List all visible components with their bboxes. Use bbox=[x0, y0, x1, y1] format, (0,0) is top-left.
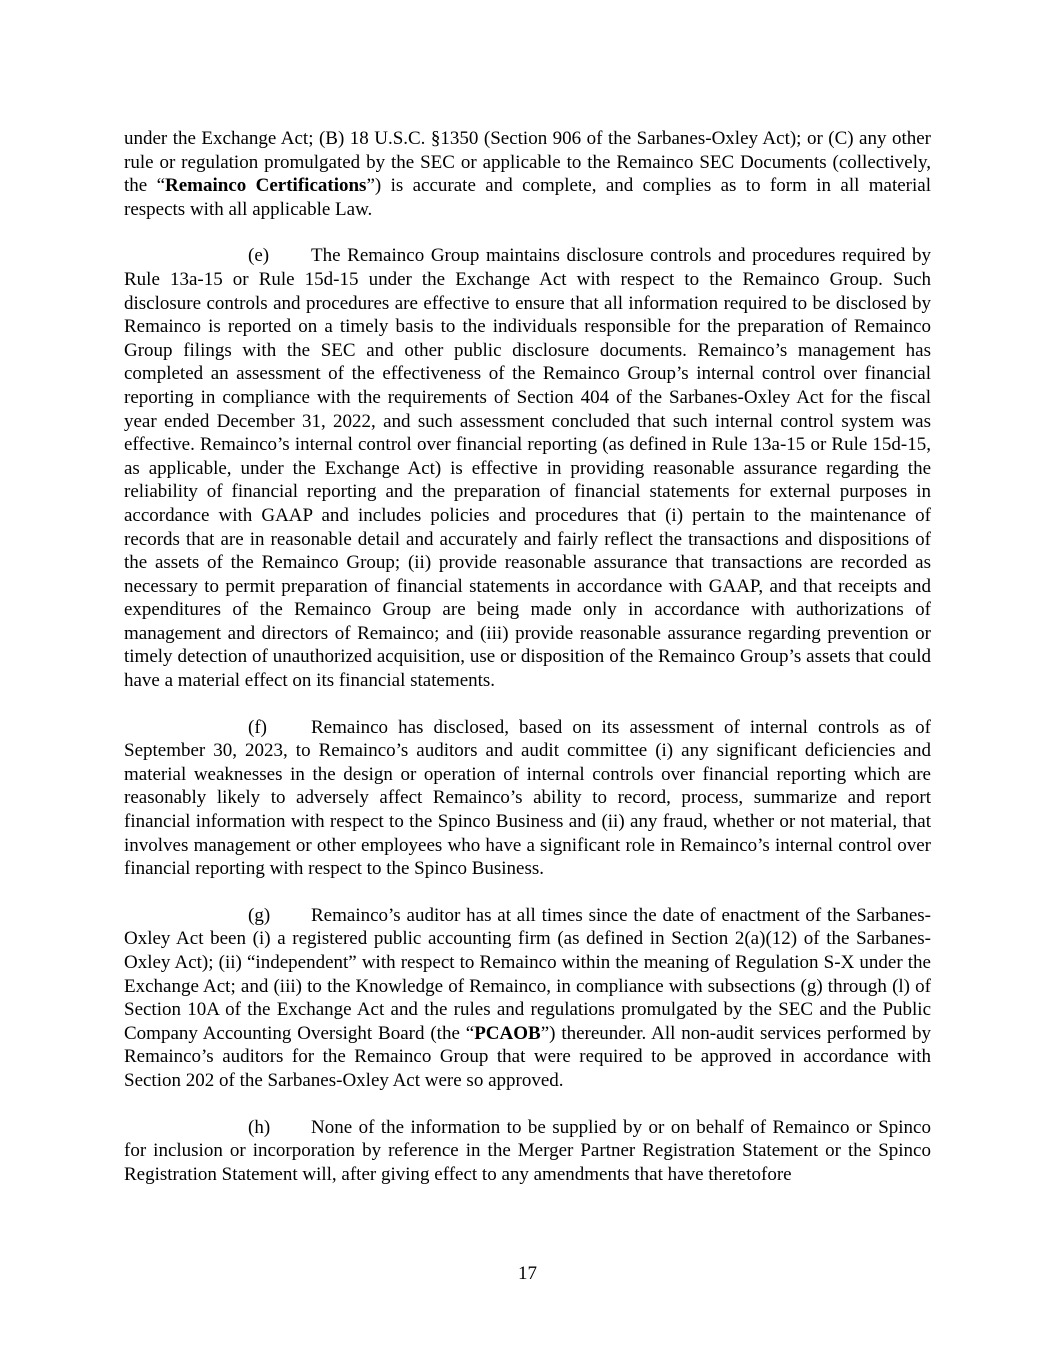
paragraph-text: Remainco has disclosed, based on its assessment of internal controls as of September 30, 2023, to Remainco’s auditors and audit committee (i) any significant deficiencies and material weaknesses in the design or operation of internal controls over financial reporting which are reasonably likely to adversely affect Remainco’s ability to record, process, summarize and report financial information with respect to the Spinco Business and (ii) any fraud, whether or not material, that involves management or other employees who have a significant role in Remainco’s internal control over financial reporting with respect to the Spinco Business. bbox=[124, 716, 931, 880]
document-body bbox=[124, 127, 931, 1186]
paragraph-text: The Remainco Group maintains disclosure controls and procedures required by Rule 13a-15 or Rule 15d-15 under the Exchange Act with respect to the Remainco Group. Such disclosure controls and procedures are effective to ensure that all information required to be disclosed by Remainco is reported on a timely basis to the individuals responsible for the preparation of Remainco Group filings with the SEC and other public disclosure documents. Remainco’s management has completed an assessment of the effectiveness of the Remainco Group’s internal control over financial reporting in compliance with the requirements of Section 404 of the Sarbanes-Oxley Act for the fiscal year ended December 31, 2022, and such assessment concluded that such internal control system was effective. Remainco’s internal control over financial reporting (as defined in Rule 13a-15 or Rule 15d-15, as applicable, under the Exchange Act) is effective in providing reasonable assurance regarding the reliability of financial reporting and the preparation of financial statements for external purposes in accordance with GAAP and includes policies and procedures that (i) pertain to the maintenance of records that are in reasonable detail and accurately and fairly reflect the transactions and dispositions of the assets of the Remainco Group; (ii) provide reasonable assurance that transactions are recorded as necessary to permit preparation of financial statements in accordance with GAAP, and that receipts and expenditures of the Remainco Group are being made only in accordance with authorizations of management and directors of Remainco; and (iii) provide reasonable assurance regarding prevention or timely detection of unauthorized acquisition, use or disposition of the Remainco Group’s assets that could have a material effect on its financial statements. bbox=[124, 245, 931, 692]
section-label: (f) bbox=[248, 716, 267, 738]
paragraph-text: under the Exchange Act; (B) 18 U.S.C. §1350 (Section 906 of the Sarbanes-Oxley Act); or (C) any other rule or regulation promulgated by the SEC or applicable to the Remainco SEC Documents (collectively, the “ bbox=[124, 128, 931, 197]
section-label: (g) bbox=[248, 904, 271, 926]
defined-term: PCAOB bbox=[474, 1022, 541, 1044]
paragraph-text: ”) thereunder. All non-audit services performed by Remainco’s auditors for the Remainco Group that were required to be approved in accordance with Section 202 of the Sarbanes-Oxley Act were so approved. bbox=[124, 1022, 932, 1091]
section-label: (h) bbox=[248, 1116, 271, 1138]
paragraph-text: ”) is accurate and complete, and complies as to form in all material respects with all applicable Law. bbox=[124, 175, 931, 220]
paragraph-h bbox=[124, 1116, 931, 1187]
paragraph-d-continued bbox=[124, 127, 931, 221]
section-label: (e) bbox=[248, 245, 270, 267]
paragraph-e bbox=[124, 244, 931, 692]
paragraph-f bbox=[124, 716, 931, 881]
paragraph-text: Remainco’s auditor has at all times since the date of enactment of the Sarbanes-Oxley Act been (i) a registered public accounting firm (as defined in Section 2(a)(12) of the Sarbanes-Oxley Act); (ii) “independent” with respect to Remainco within the meaning of Regulation S-X under the Exchange Act; and (iii) to the Knowledge of Remainco, in compliance with subsections (g) through (l) of Section 10A of the Exchange Act and the rules and regulations promulgated by the SEC and the Public Company Accounting Oversight Board (the “ bbox=[124, 904, 931, 1044]
paragraph-g bbox=[124, 904, 931, 1093]
paragraph-text: None of the information to be supplied by or on behalf of Remainco or Spinco for inclusion or incorporation by reference in the Merger Partner Registration Statement or the Spinco Registration Statement will, after giving effect to any amendments that have theretofore bbox=[124, 1116, 931, 1185]
defined-term: Remainco Certifications bbox=[165, 175, 367, 197]
document-page bbox=[124, 127, 931, 1186]
page-number: 17 bbox=[518, 1263, 537, 1284]
